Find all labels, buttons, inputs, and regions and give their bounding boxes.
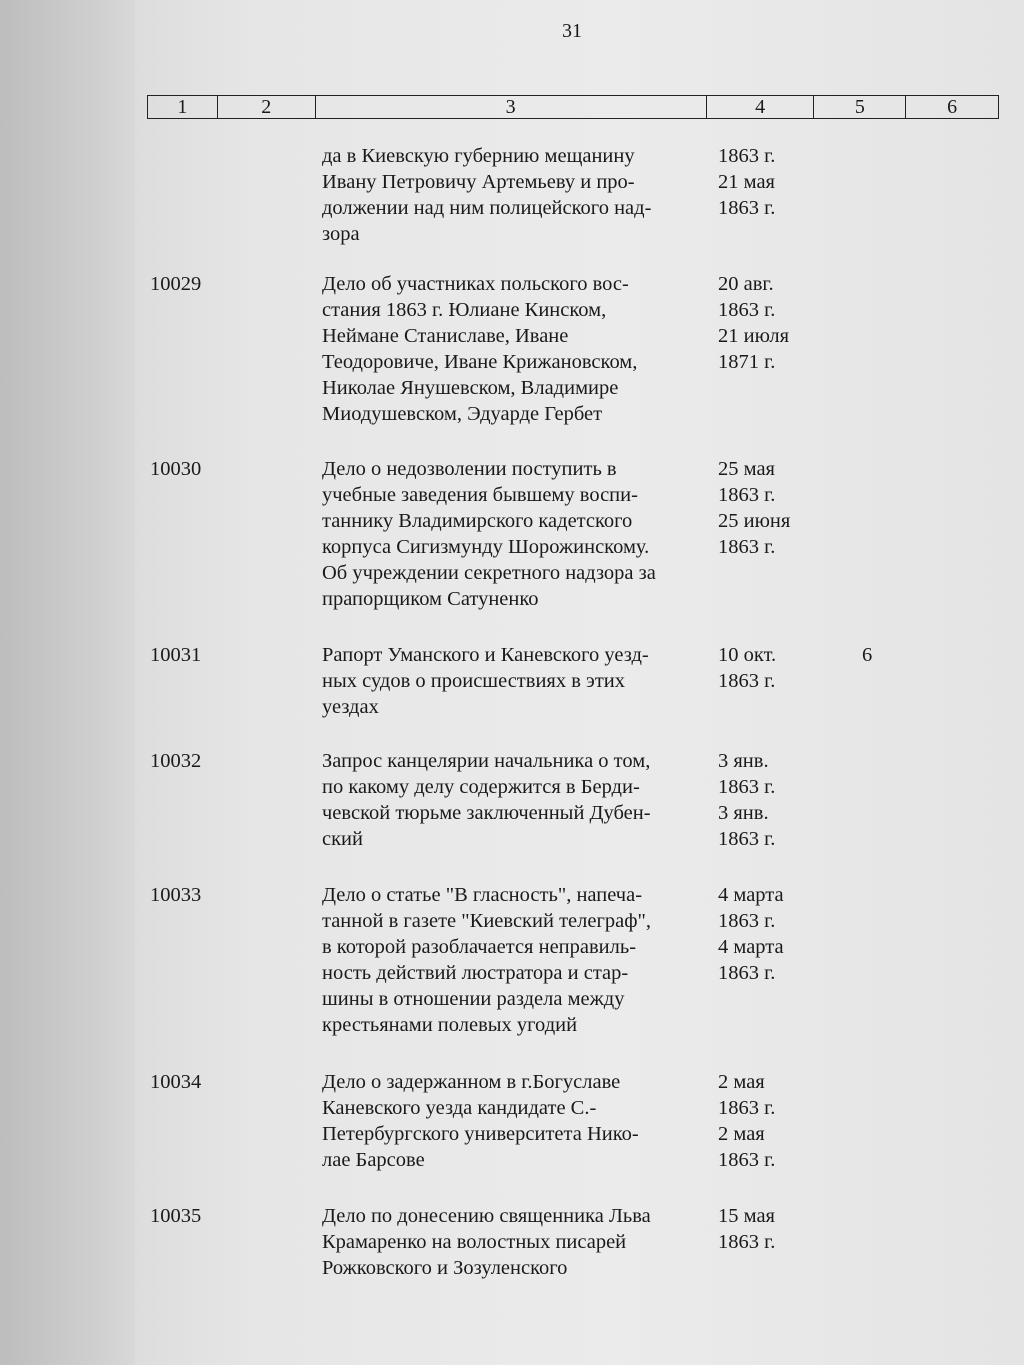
case-number: 10033 <box>150 884 202 906</box>
case-description: да в Киевскую губернию мещанину Ивану Петровичу Артемьеву и про- должении над ним полицейского над- зора <box>322 145 652 245</box>
case-dates: 15 мая 1863 г. <box>718 1205 776 1253</box>
case-dates: 10 окт. 1863 г. <box>718 644 777 692</box>
case-number: 10034 <box>150 1071 202 1093</box>
page-gutter <box>0 0 135 1365</box>
page-number: 31 <box>562 20 582 42</box>
case-description: Дело о недозволении поступить в учебные заведения бывшему воспи- таннику Владимирского кадетского корпуса Сигизмунду Шорожинскому. Об учреждении секретного надзора за прапорщиком Сатуненко <box>322 458 656 610</box>
case-number: 10030 <box>150 458 202 480</box>
case-description: Дело по донесению священника Льва Крамаренко на волостных писарей Рожковского и Зозуленского <box>322 1205 651 1279</box>
column-header-5: 5 <box>814 96 906 118</box>
case-description: Рапорт Уманского и Каневского уезд- ных судов о происшествиях в этих уездах <box>322 644 649 718</box>
case-dates: 25 мая 1863 г. 25 июня 1863 г. <box>718 458 791 558</box>
case-description: Дело об участниках польского вос- стания 1863 г. Юлиане Кинском, Неймане Станиславе, Иване Теодоровиче, Иване Крижановском, Николае Янушевском, Владимире Миодушевском, Эдуарде Гербет <box>322 273 638 425</box>
case-dates: 20 авг. 1863 г. 21 июля 1871 г. <box>718 273 790 373</box>
case-number: 10032 <box>150 750 202 772</box>
case-description: Дело о задержанном в г.Богуславе Каневского уезда кандидате С.- Петербургского университета Нико- лае Барсове <box>322 1071 639 1171</box>
case-dates: 1863 г. 21 мая 1863 г. <box>718 145 776 219</box>
column-header-3: 3 <box>316 96 707 118</box>
case-sheets: 6 <box>862 644 873 666</box>
case-dates: 3 янв. 1863 г. 3 янв. 1863 г. <box>718 750 776 850</box>
case-description: Запрос канцелярии начальника о том, по какому делу содержится в Берди- чевской тюрьме заключенный Дубен- ский <box>322 750 651 850</box>
case-description: Дело о статье "В гласность", напеча- танной в газете "Киевский телеграф", в которой разоблачается неправиль- ность действий люстратора и стар- шины в отношении раздела между крестьянами полевых угодий <box>322 884 652 1036</box>
case-number: 10035 <box>150 1205 202 1227</box>
case-dates: 2 мая 1863 г. 2 мая 1863 г. <box>718 1071 776 1171</box>
case-number: 10031 <box>150 644 202 666</box>
column-header-2: 2 <box>218 96 316 118</box>
case-number: 10029 <box>150 273 202 295</box>
column-header-row <box>147 95 999 119</box>
column-header-4: 4 <box>707 96 815 118</box>
case-dates: 4 марта 1863 г. 4 марта 1863 г. <box>718 884 784 984</box>
column-header-6: 6 <box>947 96 958 118</box>
column-header-1: 1 <box>148 96 218 118</box>
